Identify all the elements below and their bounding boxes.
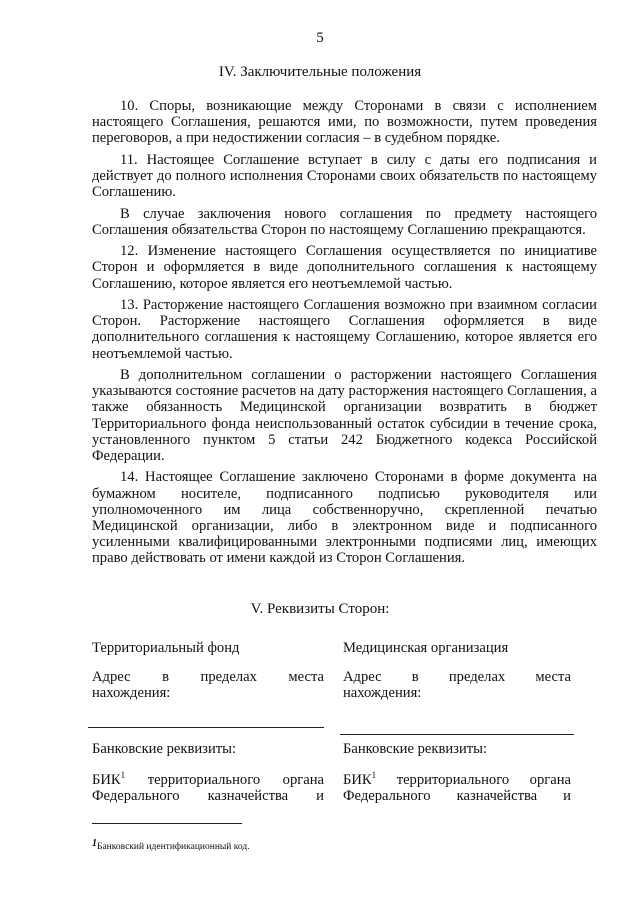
- page-number: 5: [316, 30, 324, 46]
- footnote: [92, 838, 250, 853]
- section-4-title: IV. Заключительные положения: [218, 64, 422, 80]
- paragraph-12: 12. Изменение настоящего Соглашения осуществляется по инициативе Сторон и оформляется в виде дополнительного соглашения к настоящему Соглашению, которое является его неотъемлемой частью.: [92, 243, 597, 292]
- paragraph-10: 10. Споры, возникающие между Сторонами в связи с исполнением настоящего Соглашения, решаются ими, по возможности, путем проведения переговоров, а при недостижении согласия – в судебном порядке.: [92, 98, 597, 147]
- paragraph-11-cont: В случае заключения нового соглашения по предмету настоящего Соглашения обязательства Сторон по настоящему Соглашению прекращаются.: [92, 205, 597, 238]
- right-party-name: Медицинская организация: [343, 640, 509, 656]
- left-address-underline: [88, 727, 324, 728]
- left-address-line2: нахождения:: [92, 685, 171, 701]
- left-bik-footnote-ref: 1: [120, 770, 126, 781]
- section-5-title: V. Реквизиты Сторон:: [250, 601, 390, 617]
- paragraph-14: 14. Настоящее Соглашение заключено Сторонами в форме документа на бумажном носителе, подписанного подписью руководителя или уполномоченного им лица собственноручно, скрепленной печатью Медицинской организации, либо в электронном виде и подписанного усиленными квалифицированными электронными подписями лиц, имеющих право действовать от имени каждой из Сторон Соглашения.: [92, 469, 597, 567]
- section-4-body: [92, 98, 597, 572]
- left-bik-label: БИК: [92, 772, 121, 788]
- paragraph-13-cont: В дополнительном соглашении о расторжении настоящего Соглашения указываются состояние расчетов на дату расторжения настоящего Соглашения, а также обязанность Медицинской организации возвратить в бюджет Территориального фонда неиспользованный остаток субсидии в течение срока, установленного пунктом 5 статьи 242 Бюджетного кодекса Российской Федерации.: [92, 366, 597, 464]
- right-address-underline: [340, 734, 574, 735]
- right-bik-footnote-ref: 1: [371, 770, 377, 781]
- right-bank-label: Банковские реквизиты:: [343, 741, 487, 757]
- left-bik-line1: [92, 772, 324, 788]
- paragraph-11: 11. Настоящее Соглашение вступает в силу с даты его подписания и действует до полного исполнения Сторонами своих обязательств по настоящему Соглашению.: [92, 151, 597, 201]
- right-bik-text: территориального органа: [376, 772, 571, 788]
- paragraph-13: 13. Расторжение настоящего Соглашения возможно при взаимном согласии Сторон. Расторжение настоящего Соглашения оформляется в виде дополнительного соглашения к настоящему Соглашению, которое является его неотъемлемой частью.: [92, 296, 597, 362]
- left-party-column: [92, 640, 324, 656]
- left-bik-text: территориального органа: [125, 772, 324, 788]
- left-party-name: Территориальный фонд: [92, 640, 240, 656]
- left-bank-label: Банковские реквизиты:: [92, 741, 236, 757]
- right-bik-label: БИК: [343, 772, 372, 788]
- footnote-text: Банковский идентификационный код.: [97, 842, 250, 852]
- right-party-column: [343, 640, 575, 656]
- right-bik-line1: [343, 772, 571, 788]
- right-address-line2: нахождения:: [343, 685, 422, 701]
- footnote-mark: 1: [92, 838, 97, 849]
- right-address-line1: Адрес в пределах места: [343, 669, 571, 685]
- left-address-line1: Адрес в пределах места: [92, 669, 324, 685]
- footnote-separator: [92, 823, 242, 824]
- left-bik-line2: Федерального казначейства и: [92, 788, 324, 804]
- right-bik-line2: Федерального казначейства и: [343, 788, 571, 804]
